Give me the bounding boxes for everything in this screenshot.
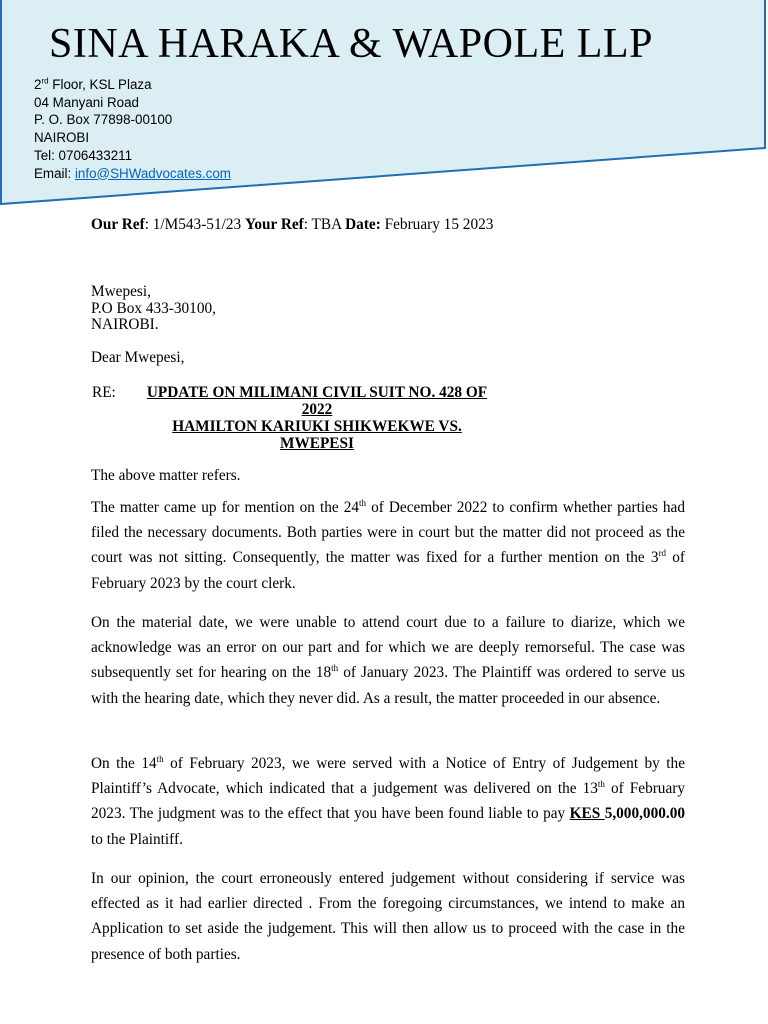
subject-line-3: HAMILTON KARIUKI SHIKWEKWE VS.	[172, 418, 462, 435]
subject-label: RE:	[92, 384, 116, 401]
address-line-city: NAIROBI	[34, 130, 90, 146]
paragraph-judgement: On the 14th of February 2023, we were served with a Notice of Entry of Judgement by the Plaintiff’s Advocate, which indicated that a judgement was delivered on the 13th of February 2023. The judgment was to the effect that you have been found liable to pay KES 5,000,000.00 to the Plaintiff.	[91, 753, 685, 848]
address-line-box: P. O. Box 77898-00100	[34, 112, 173, 128]
paragraph-opinion: In our opinion, the court erroneously entered judgement without considering if service was effected as it had earlier directed . From the foregoing circumstances, we intend to make an Application to set aside the judgement. This will then allow us to proceed with the case in the presence of both parties.	[91, 870, 685, 963]
telephone: Tel: 0706433211	[34, 147, 133, 163]
subject-line-2: 2022	[301, 401, 333, 418]
our-ref-label: Our Ref	[91, 216, 145, 233]
firm-name: SINA HARAKA & WAPOLE LLP	[49, 21, 653, 67]
judgement-amount: 5,000,000.00	[604, 805, 685, 823]
firm-address	[34, 76, 231, 182]
address-line-floor: 2rd Floor, KSL Plaza	[34, 76, 152, 92]
email-link[interactable]: info@SHWadvocates.com	[74, 165, 231, 181]
your-ref: : TBA	[303, 216, 346, 233]
subject-line-1: UPDATE ON MILIMANI CIVIL SUIT NO. 428 OF	[146, 384, 488, 401]
your-ref-label: Your Ref	[244, 216, 304, 233]
currency: KES	[569, 805, 605, 823]
our-ref: : 1/M543-51/23	[144, 216, 245, 233]
addressee	[91, 284, 685, 334]
email-label: Email:	[34, 165, 75, 181]
subject-title	[139, 384, 495, 452]
letter-date: February 15 2023	[380, 216, 494, 233]
addressee-city: NAIROBI.	[91, 316, 159, 334]
email-line	[34, 165, 231, 183]
date-label: Date:	[345, 216, 381, 233]
subject-line-4: MWEPESI	[280, 435, 354, 452]
addressee-box: P.O Box 433-30100,	[91, 299, 216, 317]
salutation: Dear Mwepesi,	[91, 349, 185, 366]
reference-line	[91, 216, 685, 234]
intro-paragraph: The above matter refers.	[91, 467, 241, 484]
paragraph-hearing: On the material date, we were unable to attend court due to a failure to diarize, which we acknowledge was an error on our part and for which we are deeply remorseful. The case was subsequently set for hearing on the 18th of January 2023. The Plaintiff was ordered to serve us with the hearing date, which they never did. As a result, the matter proceeded in our absence.	[91, 614, 685, 707]
addressee-name: Mwepesi,	[91, 283, 151, 300]
paragraph-mention: The matter came up for mention on the 24th of December 2022 to confirm whether parties had filed the necessary documents. Both parties were in court but the matter did not proceed as the court was not sitting. Consequently, the matter was fixed for a further mention on the 3rd of February 2023 by the court clerk.	[91, 497, 685, 592]
address-line-road: 04 Manyani Road	[34, 94, 139, 110]
